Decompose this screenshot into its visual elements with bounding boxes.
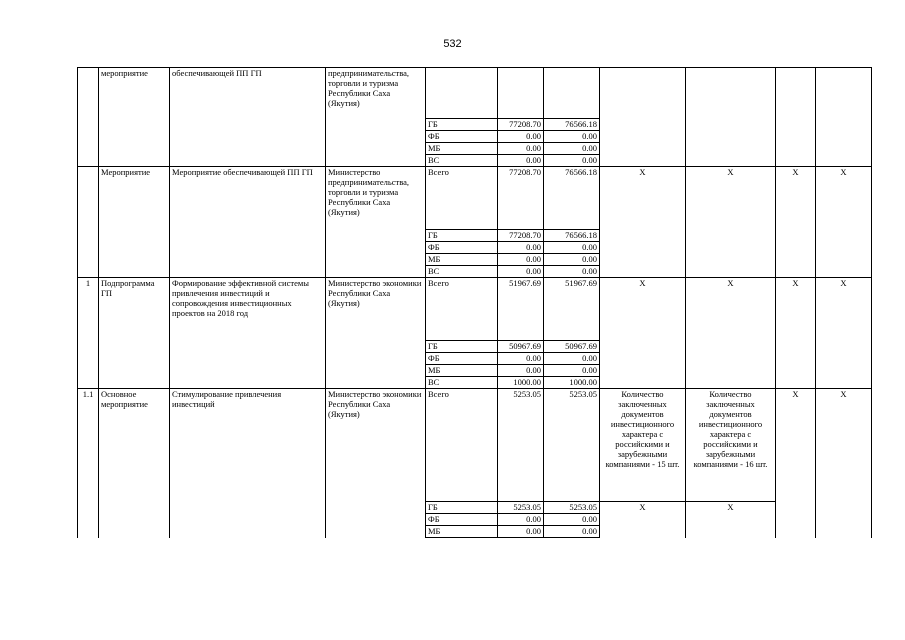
source-label: ФБ	[426, 131, 498, 143]
value-plan: 51967.69	[498, 278, 544, 341]
value-fact: 76566.18	[544, 119, 600, 131]
value-plan: 0.00	[498, 143, 544, 155]
value-plan: 1000.00	[498, 377, 544, 389]
source-label: ГБ	[426, 502, 498, 514]
row-number	[78, 68, 99, 167]
table-row	[78, 389, 872, 502]
indicator-cell: Х	[776, 167, 816, 278]
value-plan: 0.00	[498, 155, 544, 167]
source-label: ФБ	[426, 514, 498, 526]
value-fact: 76566.18	[544, 230, 600, 242]
value-fact: 0.00	[544, 143, 600, 155]
indicator-cell: Количество заключенных документов инвестиционного характера с российскими и зарубежными компаниями - 16 шт.	[686, 389, 776, 502]
row-number	[78, 167, 99, 278]
value-cell	[498, 68, 544, 119]
source-label: МБ	[426, 143, 498, 155]
indicator-cell: Х	[686, 278, 776, 389]
indicator-cell: Количество заключенных документов инвестиционного характера с российскими и зарубежными компаниями - 15 шт.	[600, 389, 686, 502]
value-plan: 0.00	[498, 514, 544, 526]
value-plan: 77208.70	[498, 167, 544, 230]
responsible-org: Министерство предпринимательства, торговли и туризма Республики Саха (Якутия)	[326, 167, 426, 278]
source-label: ВС	[426, 377, 498, 389]
indicator-cell	[686, 68, 776, 167]
table-row	[78, 278, 872, 341]
responsible-org: Министерство экономики Республики Саха (Якутия)	[326, 278, 426, 389]
value-plan: 0.00	[498, 266, 544, 278]
source-label: Всего	[426, 167, 498, 230]
value-plan: 77208.70	[498, 230, 544, 242]
row-number: 1.1	[78, 389, 99, 538]
value-plan: 5253.05	[498, 389, 544, 502]
responsible-org: Министерство экономики Республики Саха (Якутия)	[326, 389, 426, 538]
item-type: Мероприятие	[99, 167, 170, 278]
source-label: ВС	[426, 155, 498, 167]
source-label: ГБ	[426, 230, 498, 242]
value-fact: 76566.18	[544, 167, 600, 230]
value-fact: 51967.69	[544, 278, 600, 341]
value-fact: 1000.00	[544, 377, 600, 389]
source-label: МБ	[426, 365, 498, 377]
page-number: 532	[443, 38, 462, 50]
value-plan: 0.00	[498, 242, 544, 254]
value-fact: 50967.69	[544, 341, 600, 353]
item-type: Основное мероприятие	[99, 389, 170, 538]
value-fact: 0.00	[544, 353, 600, 365]
item-name: Стимулирование привлечения инвестиций	[170, 389, 326, 538]
indicator-cell: Х	[600, 278, 686, 389]
source-label: МБ	[426, 526, 498, 538]
source-label: Всего	[426, 389, 498, 502]
source-cell	[426, 68, 498, 119]
item-name: обеспечивающей ПП ГП	[170, 68, 326, 167]
responsible-org: предпринимательства, торговли и туризма Республики Саха (Якутия)	[326, 68, 426, 167]
item-name: Мероприятие обеспечивающей ПП ГП	[170, 167, 326, 278]
value-plan: 50967.69	[498, 341, 544, 353]
value-fact: 0.00	[544, 526, 600, 538]
value-fact: 0.00	[544, 254, 600, 266]
value-fact: 0.00	[544, 131, 600, 143]
value-plan: 0.00	[498, 131, 544, 143]
source-label: ВС	[426, 266, 498, 278]
indicator-cell	[776, 68, 816, 167]
row-number: 1	[78, 278, 99, 389]
source-label: ФБ	[426, 353, 498, 365]
value-fact: 5253.05	[544, 502, 600, 514]
indicator-cell: Х	[686, 502, 776, 538]
value-plan: 0.00	[498, 353, 544, 365]
indicator-cell: Х	[686, 167, 776, 278]
table-row	[78, 167, 872, 230]
value-fact: 0.00	[544, 266, 600, 278]
indicator-cell: Х	[816, 167, 872, 278]
indicator-cell: Х	[600, 502, 686, 538]
budget-table	[77, 67, 872, 538]
value-fact: 0.00	[544, 242, 600, 254]
value-plan: 0.00	[498, 254, 544, 266]
indicator-cell: Х	[816, 389, 872, 538]
indicator-cell: Х	[600, 167, 686, 278]
value-plan: 5253.05	[498, 502, 544, 514]
source-label: ГБ	[426, 119, 498, 131]
indicator-cell: Х	[776, 389, 816, 538]
source-label: Всего	[426, 278, 498, 341]
source-label: ГБ	[426, 341, 498, 353]
indicator-cell: Х	[776, 278, 816, 389]
table-row	[78, 68, 872, 119]
value-plan: 0.00	[498, 526, 544, 538]
value-fact: 0.00	[544, 365, 600, 377]
source-label: ФБ	[426, 242, 498, 254]
indicator-cell	[600, 68, 686, 167]
value-plan: 0.00	[498, 365, 544, 377]
value-plan: 77208.70	[498, 119, 544, 131]
value-cell	[544, 68, 600, 119]
item-type: Подпрограмма ГП	[99, 278, 170, 389]
value-fact: 0.00	[544, 155, 600, 167]
indicator-cell	[816, 68, 872, 167]
value-fact: 5253.05	[544, 389, 600, 502]
indicator-cell: Х	[816, 278, 872, 389]
item-type: мероприятие	[99, 68, 170, 167]
source-label: МБ	[426, 254, 498, 266]
value-fact: 0.00	[544, 514, 600, 526]
item-name: Формирование эффективной системы привлечения инвестиций и сопровождения инвестиционных проектов на 2018 год	[170, 278, 326, 389]
